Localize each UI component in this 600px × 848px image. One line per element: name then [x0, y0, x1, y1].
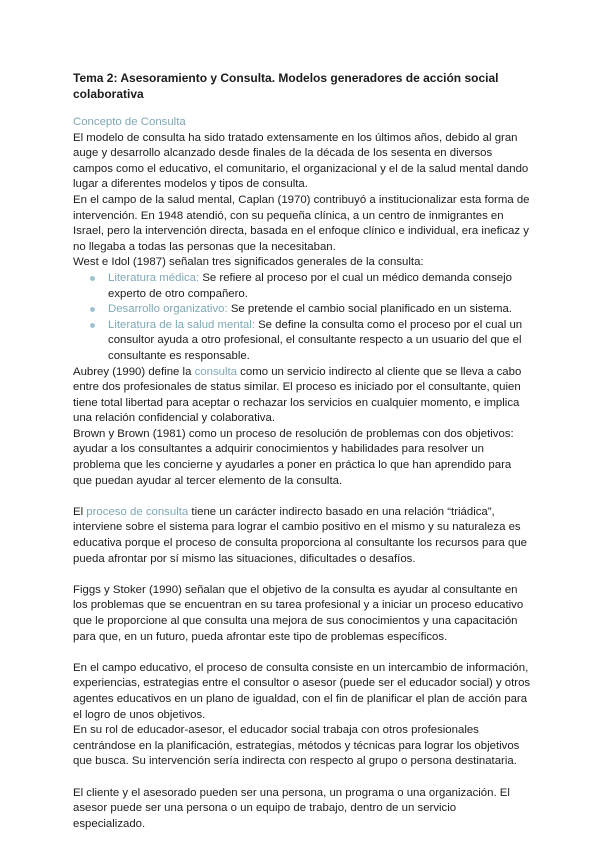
list-term: Desarrollo organizativo: [108, 303, 228, 316]
section-heading: Concepto de Consulta [73, 116, 186, 128]
list-text: Se define la consulta como el proceso por el cual un consultor ayuda a otro profesional, el consultante respecto a un usuario del que el consultante es responsable. [108, 318, 523, 362]
paragraph-5: Brown y Brown (1981) como un proceso de resolución de problemas con dos objetivos: ayudar a los consultantes a adquirir conocimientos y habilidades para resolver un problema que les concierne y ayudarles a poner en práctica lo que han aprendido para que puedan ayudar al tercer elemento de la consulta. [73, 427, 514, 487]
document-title: Tema 2: Asesoramiento y Consulta. Modelos generadores de acción social colaborativa [73, 71, 499, 101]
paragraph-6 [73, 505, 531, 567]
paragraph-8: En el campo educativo, el proceso de consulta consiste en un intercambio de información, experiencias, estrategias entre el consultor o asesor (puede ser el educador social) y otros agentes educativos en un plano de igualdad, con el fin de planificar el plan de acción para el logro de unos objetivos. [73, 661, 531, 721]
list-item [73, 318, 531, 365]
meanings-list [73, 271, 531, 365]
bullet-icon [90, 323, 95, 328]
text-run: El [73, 505, 87, 518]
spacer [73, 567, 531, 583]
list-term: Literatura de la salud mental: [108, 318, 255, 331]
paragraph-9: En su rol de educador-asesor, el educador social trabaja con otros profesionales centrándose en la planificación, estrategias, métodos y técnicas para lograr los objetivos que busca. Su intervención sería indirecta con respecto al grupo o persona destinataria. [73, 724, 520, 768]
spacer [73, 489, 531, 505]
text-run: tiene un carácter indirecto basado en una relación “triádica”, interviene sobre el sistema para lograr el cambio positivo en el mismo y su naturaleza es educativa porque el proceso de consulta proporciona al consultante los recursos para que pueda afrontar por sí mismo las situaciones, dificultades o desafíos. [73, 505, 528, 565]
text-run: Aubrey (1990) define la [73, 365, 195, 378]
paragraph-1: El modelo de consulta ha sido tratado extensamente en los últimos años, debido al gran auge y desarrollo alcanzado desde finales de la década de los sesenta en diversos campos como el educativo, el comunitario, el organizacional y el de la salud mental dando lugar a diferentes modelos y tipos de consulta. [73, 131, 529, 191]
bullet-icon [90, 307, 95, 312]
paragraph-7: Figgs y Stoker (1990) señalan que el objetivo de la consulta es ayudar al consultante en los problemas que se encuentran en su tarea profesional y a iniciar un proceso educativo que le proporcione al que consulta una mejora de sus conocimientos y una capacitación para que, en un futuro, pueda afrontar este tipo de problemas específicos. [73, 583, 524, 643]
list-text: Se pretende el cambio social planificado en un sistema. [227, 303, 512, 316]
text-run: como un servicio indirecto al cliente que se lleva a cabo entre dos profesionales de status similar. El proceso es iniciado por el consultante, quien tiene total libertad para aceptar o rechazar los servicios en cualquier momento, e implica una relación confidencial y colaborativa. [73, 365, 522, 425]
paragraph-10: El cliente y el asesorado pueden ser una persona, un programa o una organización. El asesor puede ser una persona o un equipo de trabajo, dentro de un servicio especializado. [73, 786, 510, 830]
paragraph-3: West e Idol (1987) señalan tres significados generales de la consulta: [73, 256, 424, 269]
document-body [73, 115, 531, 832]
list-item [73, 271, 531, 302]
bullet-icon [90, 276, 95, 281]
spacer [73, 645, 531, 661]
list-term: Literatura médica: [108, 271, 200, 284]
spacer [73, 770, 531, 786]
paragraph-2: En el campo de la salud mental, Caplan (1970) contribuyó a institucionalizar esta forma de intervención. En 1948 atendió, con su pequeña clínica, a un centro de inmigrantes en Israel, pero la intervención directa, basada en el enfoque clínico e individual, era ineficaz y no llegaba a todas las personas que la necesitaban. [73, 193, 530, 253]
highlight-term: consulta [194, 365, 238, 378]
list-item [73, 302, 531, 318]
paragraph-4 [73, 365, 531, 427]
list-text: Se refiere al proceso por el cual un médico demanda consejo experto de otro compañero. [108, 271, 512, 300]
highlight-term: proceso de consulta [86, 505, 189, 518]
